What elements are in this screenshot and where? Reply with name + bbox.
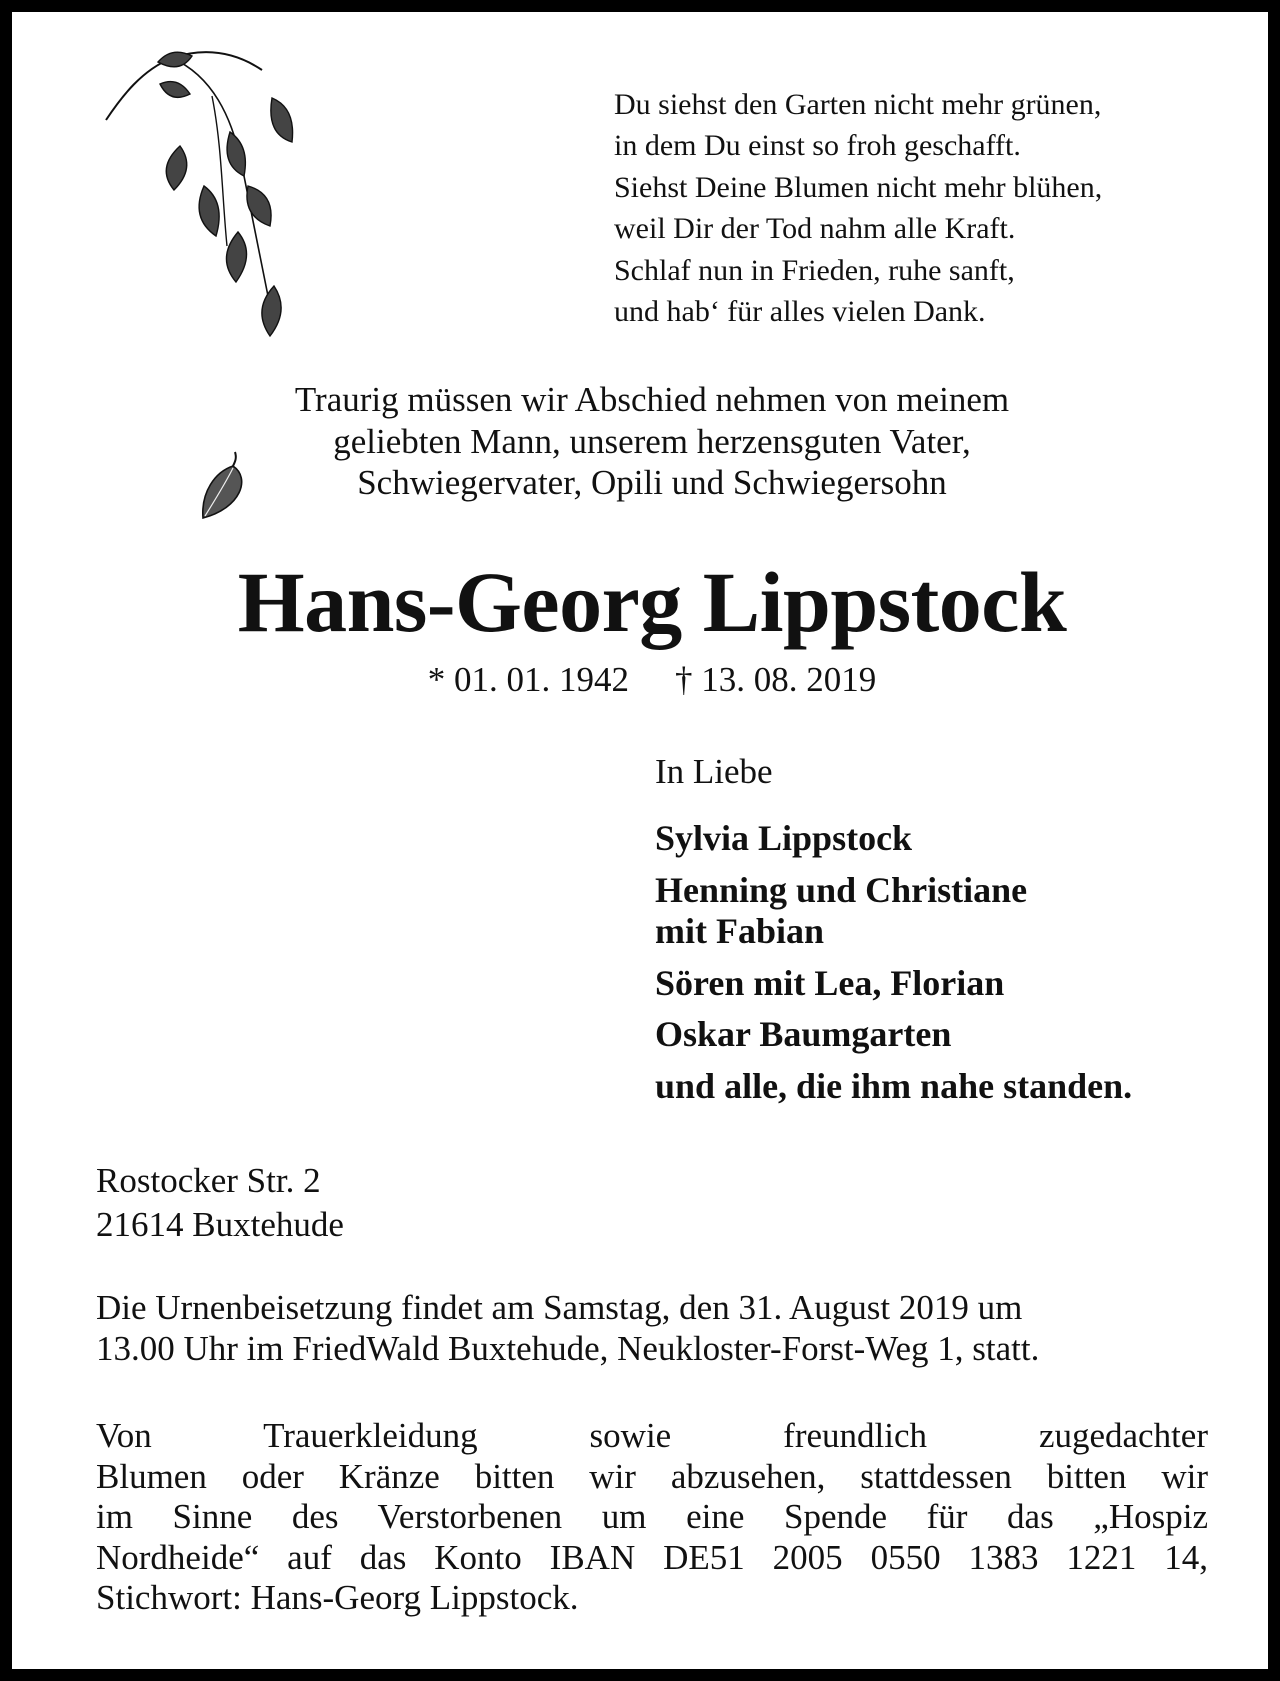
poem-verse xyxy=(614,84,1234,332)
mourner-name: Henning und Christiane xyxy=(655,869,1028,910)
address-block xyxy=(96,1159,344,1247)
mourner-name: Sören mit Lea, Florian xyxy=(655,962,1005,1003)
donation-line: Von Trauerkleidung sowie freundlich zugedachter xyxy=(96,1416,1208,1455)
address-street: Rostocker Str. 2 xyxy=(96,1161,321,1200)
poem-line: Schlaf nun in Frieden, ruhe sanft, xyxy=(614,253,1015,287)
death-date: † 13. 08. 2019 xyxy=(675,660,877,699)
list-item xyxy=(655,963,1255,1005)
burial-line: Die Urnenbeisetzung findet am Samstag, den 31. August 2019 um xyxy=(96,1288,1023,1327)
poem-line: in dem Du einst so froh geschafft. xyxy=(614,129,1021,163)
list-item xyxy=(655,1066,1255,1108)
burial-notice xyxy=(96,1288,1208,1369)
donation-line: Stichwort: Hans-Georg Lippstock. xyxy=(96,1578,579,1617)
mourners-list xyxy=(655,818,1255,1117)
intro-line: Traurig müssen wir Abschied nehmen von meinem xyxy=(294,380,1010,419)
mourners-heading: In Liebe xyxy=(655,752,773,791)
donation-line: Blumen oder Kränze bitten wir abzusehen, stattdessen bitten wir xyxy=(96,1456,1208,1496)
poem-line: weil Dir der Tod nahm alle Kraft. xyxy=(614,212,1016,246)
list-item xyxy=(655,818,1255,860)
poem-line: und hab‘ für alles vielen Dank. xyxy=(614,295,986,329)
poem-line: Siehst Deine Blumen nicht mehr blühen, xyxy=(614,170,1103,204)
poem-line: Du siehst den Garten nicht mehr grünen, xyxy=(614,88,1102,121)
donation-line: im Sinne des Verstorbenen um eine Spende für das „Hospiz xyxy=(96,1497,1208,1536)
mourner-name-continued: mit Fabian xyxy=(655,911,825,951)
intro-line: Schwiegervater, Opili und Schwiegersohn xyxy=(357,463,947,502)
donation-notice xyxy=(96,1416,1208,1619)
donation-line: Nordheide“ auf das Konto IBAN DE51 2005 0550 1383 1221 14, xyxy=(96,1537,1208,1577)
intro-text xyxy=(132,379,1172,504)
mourner-name: Oskar Baumgarten xyxy=(655,1014,952,1054)
list-item xyxy=(655,1014,1255,1056)
deceased-name: Hans-Georg Lippstock xyxy=(237,554,1067,650)
list-item xyxy=(655,870,1255,953)
mourner-name: Sylvia Lippstock xyxy=(655,818,913,858)
intro-line: geliebten Mann, unserem herzensguten Vater, xyxy=(333,421,971,461)
birch-branch-icon xyxy=(102,36,332,356)
mourner-name: und alle, die ihm nahe standen. xyxy=(655,1065,1133,1106)
life-dates xyxy=(12,658,1280,702)
birth-date: * 01. 01. 1942 xyxy=(427,660,629,699)
burial-line: 13.00 Uhr im FriedWald Buxtehude, Neukloster-Forst-Weg 1, statt. xyxy=(96,1328,1040,1368)
address-city: 21614 Buxtehude xyxy=(96,1205,344,1244)
